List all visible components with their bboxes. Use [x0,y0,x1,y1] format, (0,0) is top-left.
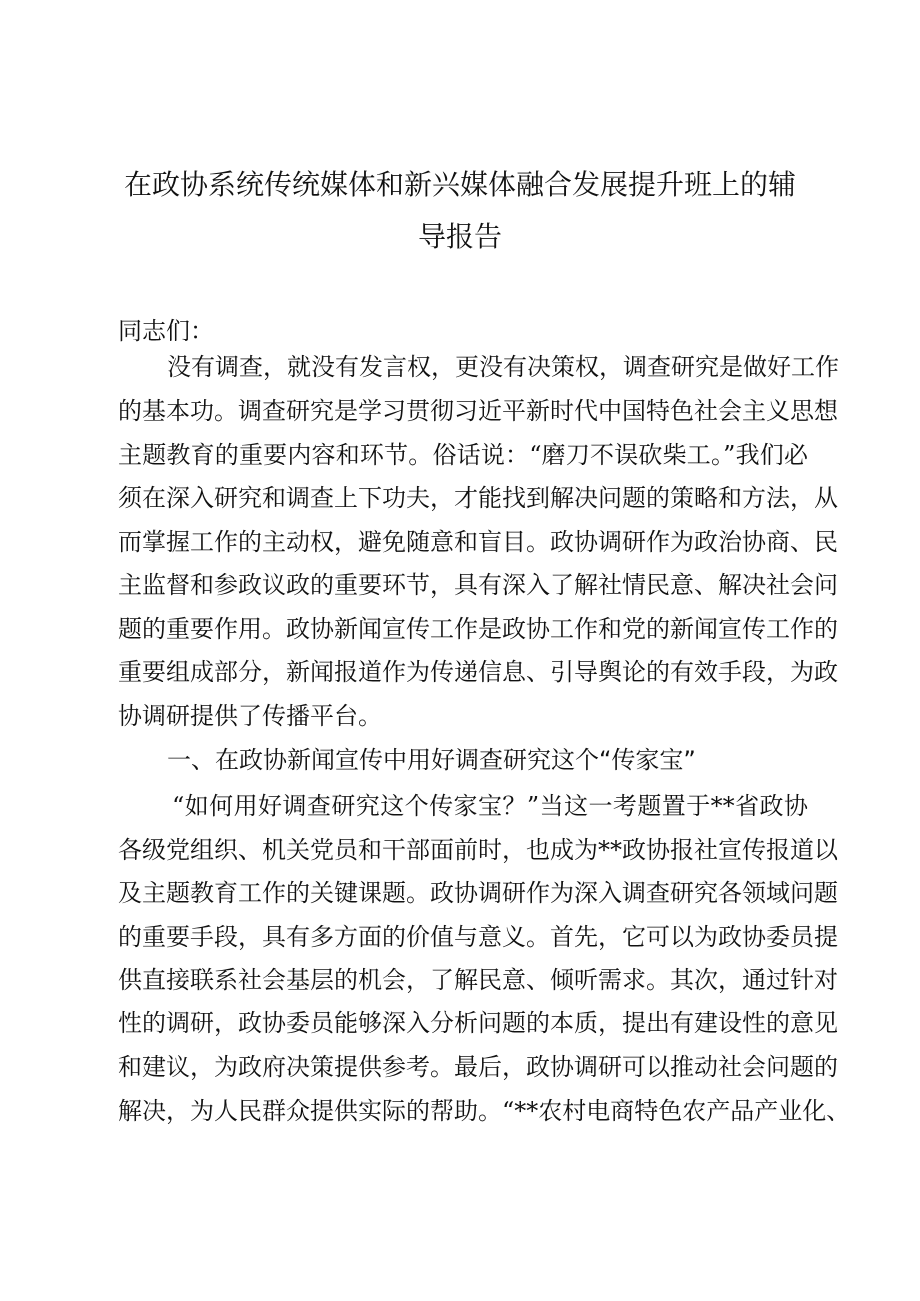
paragraph-1-line-5: 而掌握工作的主动权，避免随意和盲目。政协调研作为政治协商、民 [118,528,838,556]
section-1-heading: 一、在政协新闻宣传中用好调查研究这个“传家宝” [167,746,696,774]
paragraph-1-line-3: 主题教育的重要内容和环节。俗话说：“磨刀不误砍柴工。”我们必 [118,441,808,469]
paragraph-1-line-7: 题的重要作用。政协新闻宣传工作是政协工作和党的新闻宣传工作的 [118,615,838,643]
paragraph-1-line-2: 的基本功。调查研究是学习贯彻习近平新时代中国特色社会主义思想 [118,397,838,425]
paragraph-2-line-5: 供直接联系社会基层的机会，了解民意、倾听需求。其次，通过针对 [118,966,838,994]
paragraph-2-line-7: 和建议，为政府决策提供参考。最后，政协调研可以推动社会问题的 [118,1053,838,1081]
paragraph-2-line-3: 及主题教育工作的关键课题。政协调研作为深入调查研究各领域问题 [118,879,838,907]
paragraph-1-line-9: 协调研提供了传播平台。 [118,702,382,730]
paragraph-1-line-8: 重要组成部分，新闻报道作为传递信息、引导舆论的有效手段，为政 [118,658,838,686]
paragraph-2-line-8: 解决，为人民群众提供实际的帮助。“**农村电商特色农产品产业化、 [118,1097,851,1125]
paragraph-2-line-6: 性的调研，政协委员能够深入分析问题的本质，提出有建设性的意见 [118,1009,838,1037]
paragraph-1-line-1: 没有调查，就没有发言权，更没有决策权，调查研究是做好工作 [167,353,839,381]
document-title-line-1: 在政协系统传统媒体和新兴媒体融合发展提升班上的辅 [123,168,796,201]
paragraph-2-line-2: 各级党组织、机关党员和干部面前时，也成为**政协报社宣传报道以 [118,836,838,864]
paragraph-1-line-6: 主监督和参政议政的重要环节，具有深入了解社情民意、解决社会问 [118,571,838,599]
paragraph-1-line-4: 须在深入研究和调查上下功夫，才能找到解决问题的策略和方法，从 [118,484,838,512]
salutation: 同志们： [118,317,214,345]
paragraph-2-line-4: 的重要手段，具有多方面的价值与意义。首先，它可以为政协委员提 [118,923,838,951]
paragraph-2-line-1: “如何用好调查研究这个传家宝？”当这一考题置于**省政协 [172,792,808,820]
document-title-line-2: 导报告 [417,220,502,253]
